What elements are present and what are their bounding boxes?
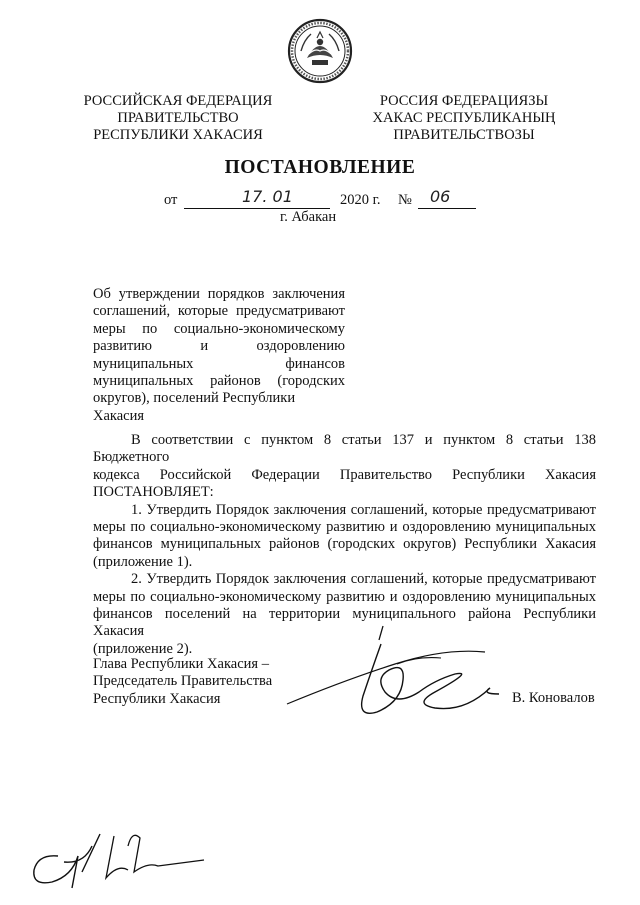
preamble-line: кодекса Российской Федерации Правительство Республики Хакасия	[93, 466, 596, 483]
city-label: г. Абакан	[280, 209, 337, 225]
signatory-position	[93, 656, 313, 708]
subject-block	[93, 286, 345, 425]
item2-line: меры по социально-экономическому развитию и оздоровлению муниципальных	[93, 588, 596, 605]
subject-line: округов), поселений Республики Хакасия	[93, 390, 296, 424]
subject-line: муниципальных финансов	[93, 355, 345, 372]
preamble-line: ПОСТАНОВЛЯЕТ:	[93, 484, 214, 501]
date-value: 17. 01	[242, 187, 293, 206]
item1-line: финансов муниципальных районов (городских округов) Республики Хакасия	[93, 536, 596, 553]
year-label: 2020 г.	[340, 192, 381, 208]
item2-line: (приложение 2).	[93, 640, 193, 657]
subject-line: развитию и оздоровлению	[93, 338, 345, 355]
item1-line: меры по социально-экономическому развитию и оздоровлению муниципальных	[93, 519, 596, 536]
number-value: 06	[430, 187, 451, 206]
signatory-name: В. Коновалов	[512, 690, 595, 706]
preamble-line: В соответствии с пунктом 8 статьи 137 и пунктом 8 статьи 138 Бюджетного	[93, 432, 596, 466]
number-sign: №	[398, 192, 412, 208]
header-right-block	[366, 93, 562, 144]
header-left-line: ПРАВИТЕЛЬСТВО	[117, 110, 239, 126]
document-title: ПОСТАНОВЛЕНИЕ	[224, 157, 416, 178]
subject-line: меры по социально-экономическому	[93, 320, 345, 337]
approval-initials-icon	[28, 826, 208, 896]
coat-of-arms-icon	[287, 18, 353, 84]
signatory-line: Председатель Правительства	[93, 673, 273, 690]
item1-line: (приложение 1).	[93, 553, 193, 570]
date-prefix: от	[164, 192, 178, 208]
header-right-line: ПРАВИТЕЛЬСТВОЗЫ	[393, 127, 535, 143]
item1-line: 1. Утвердить Порядок заключения соглашений, которые предусматривают	[131, 501, 596, 518]
header-right-line: РОССИЯ ФЕДЕРАЦИЯЗЫ	[379, 93, 549, 109]
header-left-line: РОССИЙСКАЯ ФЕДЕРАЦИЯ	[83, 93, 273, 109]
header-left-block	[80, 93, 276, 144]
signatory-line: Глава Республики Хакасия –	[93, 656, 269, 672]
number-underline	[418, 208, 476, 209]
item2-line: 2. Утвердить Порядок заключения соглашений, которые предусматривают	[131, 571, 596, 588]
subject-line: Об утверждении порядков заключения	[93, 286, 345, 302]
signatory-line: Республики Хакасия	[93, 690, 221, 707]
subject-line: соглашений, которые предусматривают	[93, 303, 345, 320]
header-left-line: РЕСПУБЛИКИ ХАКАСИЯ	[93, 127, 263, 143]
subject-line: муниципальных районов (городских	[93, 373, 345, 390]
item2-line: финансов поселений на территории муниципального района Республики Хакасия	[93, 606, 596, 640]
header-right-line: ХАКАС РЕСПУБЛИКАНЫҢ	[372, 110, 556, 126]
handwritten-signature-icon	[285, 622, 535, 732]
